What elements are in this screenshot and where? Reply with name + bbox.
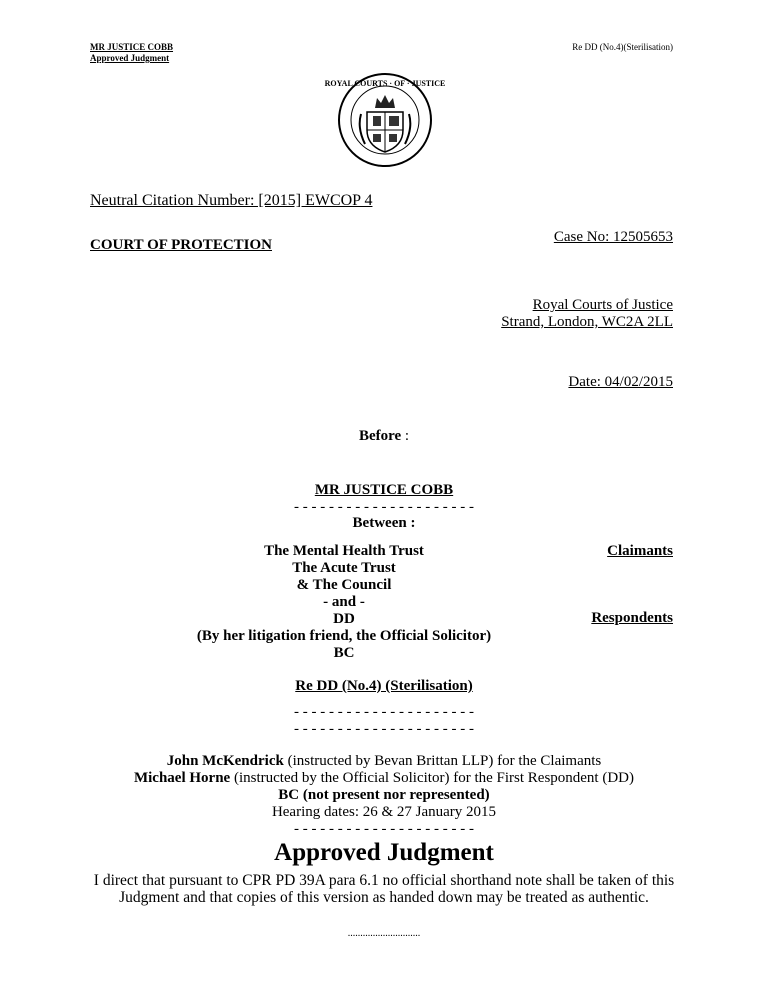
divider: - - - - - - - - - - - - - - - - - - - - - xyxy=(294,499,474,515)
address-line-2: Strand, London, WC2A 2LL xyxy=(501,314,673,330)
case-title: Re DD (No.4) (Sterilisation) xyxy=(295,678,473,694)
address-line-1: Royal Courts of Justice xyxy=(532,297,673,313)
role-respondents: Respondents xyxy=(591,610,673,626)
divider: - - - - - - - - - - - - - - - - - - - - - xyxy=(294,721,474,737)
party: (By her litigation friend, the Official Solicitor) xyxy=(196,628,492,644)
role-claimants: Claimants xyxy=(607,543,673,559)
header-case: Re DD (No.4)(Sterilisation) xyxy=(572,42,673,52)
hearing-dates: Hearing dates: 26 & 27 January 2015 xyxy=(271,804,497,820)
case-number: Case No: 12505653 xyxy=(553,229,673,245)
royal-courts-seal xyxy=(324,72,446,168)
counsel-line xyxy=(0,770,768,787)
party-separator: - and - xyxy=(323,594,365,610)
before-line xyxy=(0,428,768,445)
parties-list xyxy=(118,543,570,662)
before-label: Before xyxy=(358,428,402,444)
judgment-date: Date: 04/02/2015 xyxy=(568,374,673,390)
party: & The Council xyxy=(296,577,392,593)
counsel-detail: (instructed by the Official Solicitor) for the First Respondent (DD) xyxy=(230,770,635,786)
approved-judgment-heading: Approved Judgment xyxy=(274,839,494,866)
before-colon: : xyxy=(401,428,410,444)
direction-line-2: Judgment and that copies of this version as handed down may be treated as authentic. xyxy=(119,889,649,906)
party: BC xyxy=(333,645,355,661)
court-name: COURT OF PROTECTION xyxy=(90,237,272,253)
bc-note: BC (not present nor represented) xyxy=(278,787,490,803)
direction-line-1: I direct that pursuant to CPR PD 39A para 6.1 no official shorthand note shall be taken of this xyxy=(93,872,675,889)
signature-line: ............................. xyxy=(347,928,421,939)
counsel-name: John McKendrick xyxy=(166,753,284,769)
svg-text:ROYAL COURTS · OF · JUSTICE: ROYAL COURTS · OF · JUSTICE xyxy=(324,79,446,88)
header-judge: MR JUSTICE COBB xyxy=(90,42,174,52)
counsel-line xyxy=(0,753,768,770)
party: DD xyxy=(333,611,355,627)
party: The Mental Health Trust xyxy=(264,543,424,559)
counsel-name: Michael Horne xyxy=(133,770,231,786)
header-status: Approved Judgment xyxy=(90,53,170,63)
judge-name: MR JUSTICE COBB xyxy=(314,482,454,498)
counsel-detail: (instructed by Bevan Brittan LLP) for the Claimants xyxy=(283,753,602,769)
neutral-citation: Neutral Citation Number: [2015] EWCOP 4 xyxy=(90,192,373,209)
party: The Acute Trust xyxy=(292,560,396,576)
divider: - - - - - - - - - - - - - - - - - - - - - xyxy=(294,821,474,837)
divider: - - - - - - - - - - - - - - - - - - - - - xyxy=(294,704,474,720)
between-label: Between : xyxy=(352,515,416,531)
